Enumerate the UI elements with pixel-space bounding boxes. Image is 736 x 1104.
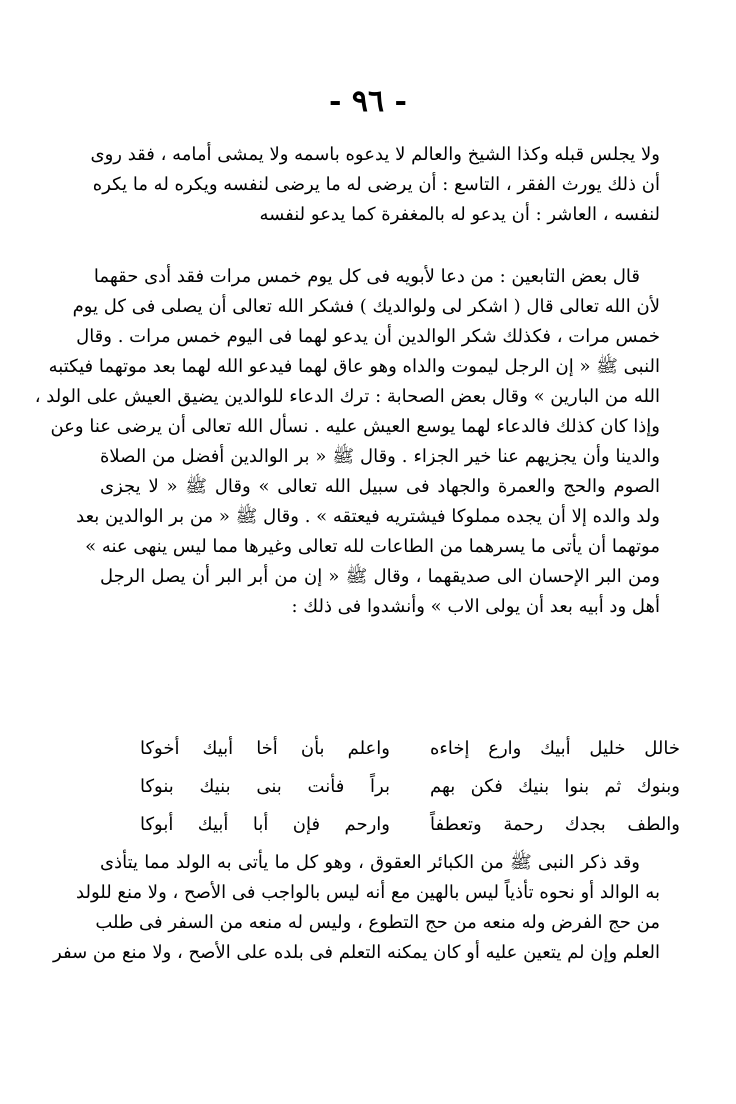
text-line: موتهما أن يأتى ما يسرهما من الطاعات لله تعالى وغيرها مما ليس ينهى عنه »	[85, 536, 660, 557]
text-line: أن ذلك يورث الفقر ، التاسع : أن يرضى له ما يرضى لنفسه ويكره له ما يكره	[92, 174, 660, 195]
poem-verse	[140, 768, 680, 806]
text-line: الصوم والحج والعمرة والجهاد فى سبيل الله تعالى » وقال ﷺ « لا يجزى	[100, 476, 660, 497]
text-line: النبى ﷺ « إن الرجل ليموت والداه وهو عاق لهما فيدعو الله لهما بعد موتهما فيكتبه	[48, 356, 660, 377]
text-line: الله من البارين » وقال بعض الصحابة : ترك الدعاء للوالدين يضيق العيش على الولد ،	[34, 386, 660, 407]
text-line: ومن البر الإحسان الى صديقهما ، وقال ﷺ « إن من أبر البر أن يصل الرجل	[100, 566, 660, 587]
text-line: لنفسه ، العاشر : أن يدعو له بالمغفرة كما يدعو لنفسه	[259, 204, 660, 225]
verse-first-half: والطف بجدك رحمة وتعطفاً	[430, 814, 680, 835]
intro-paragraph	[90, 140, 660, 230]
text-line: والدينا وأن يجزيهم عنا خير الجزاء . وقال ﷺ « بر الوالدين أفضل من الصلاة	[100, 446, 660, 467]
poem-verse	[140, 806, 680, 844]
text-line: العلم وإن لم يتعين عليه أو كان يمكنه التعلم فى بلده على الأصح ، ولا منع من سفر	[53, 942, 660, 963]
text-line: قال بعض التابعين : من دعا لأبويه فى كل يوم خمس مرات فقد أدى حقهما	[93, 266, 640, 287]
verse-first-half: خالل خليل أبيك وارع إخاءه	[430, 738, 680, 759]
main-paragraph	[34, 262, 660, 622]
text-line: من حج الفرض وله منعه من حج التطوع ، وليس له منعه من السفر فى طلب	[95, 912, 660, 933]
poem-verse	[140, 730, 680, 768]
text-line: وإذا كان كذلك فالدعاء لهما يوسع العيش عليه . نسأل الله تعالى أن يرضى عنا وعن	[50, 416, 660, 437]
text-line: ولد والده إلا أن يجده مملوكا فيشتريه فيعتقه » . وقال ﷺ « من بر الوالدين بعد	[76, 506, 660, 527]
text-line: وقد ذكر النبى ﷺ من الكبائر العقوق ، وهو كل ما يأتى به الولد مما يتأذى	[100, 852, 640, 873]
text-line: أهل ود أبيه بعد أن يولى الاب » وأنشدوا فى ذلك :	[291, 596, 660, 617]
text-line: به الوالد أو نحوه تأذياً ليس بالهين مع أنه ليس بالواجب فى الأصح ، ولا منع للولد	[76, 882, 660, 903]
verse-second-half: وارحم فإن أبا أبيك أبوكا	[140, 814, 390, 835]
verse-second-half: واعلم بأن أخا أبيك أخوكا	[140, 738, 390, 759]
text-line: ولا يجلس قبله وكذا الشيخ والعالم لا يدعوه باسمه ولا يمشى أمامه ، فقد روى	[90, 144, 660, 165]
text-line: لأن الله تعالى قال ( اشكر لى ولوالديك ) فشكر الله تعالى أن يصلى فى كل يوم	[72, 296, 660, 317]
page-number: - ٩٦ -	[328, 84, 408, 119]
text-line: خمس مرات ، فكذلك شكر الوالدين أن يدعو لهما فى اليوم خمس مرات . وقال	[76, 326, 660, 347]
verse-second-half: براً فأنت بنى بنيك بنوكا	[140, 776, 390, 797]
verse-first-half: وبنوك ثم بنوا بنيك فكن بهم	[430, 776, 680, 797]
poem	[140, 730, 680, 844]
closing-paragraph	[53, 848, 660, 968]
